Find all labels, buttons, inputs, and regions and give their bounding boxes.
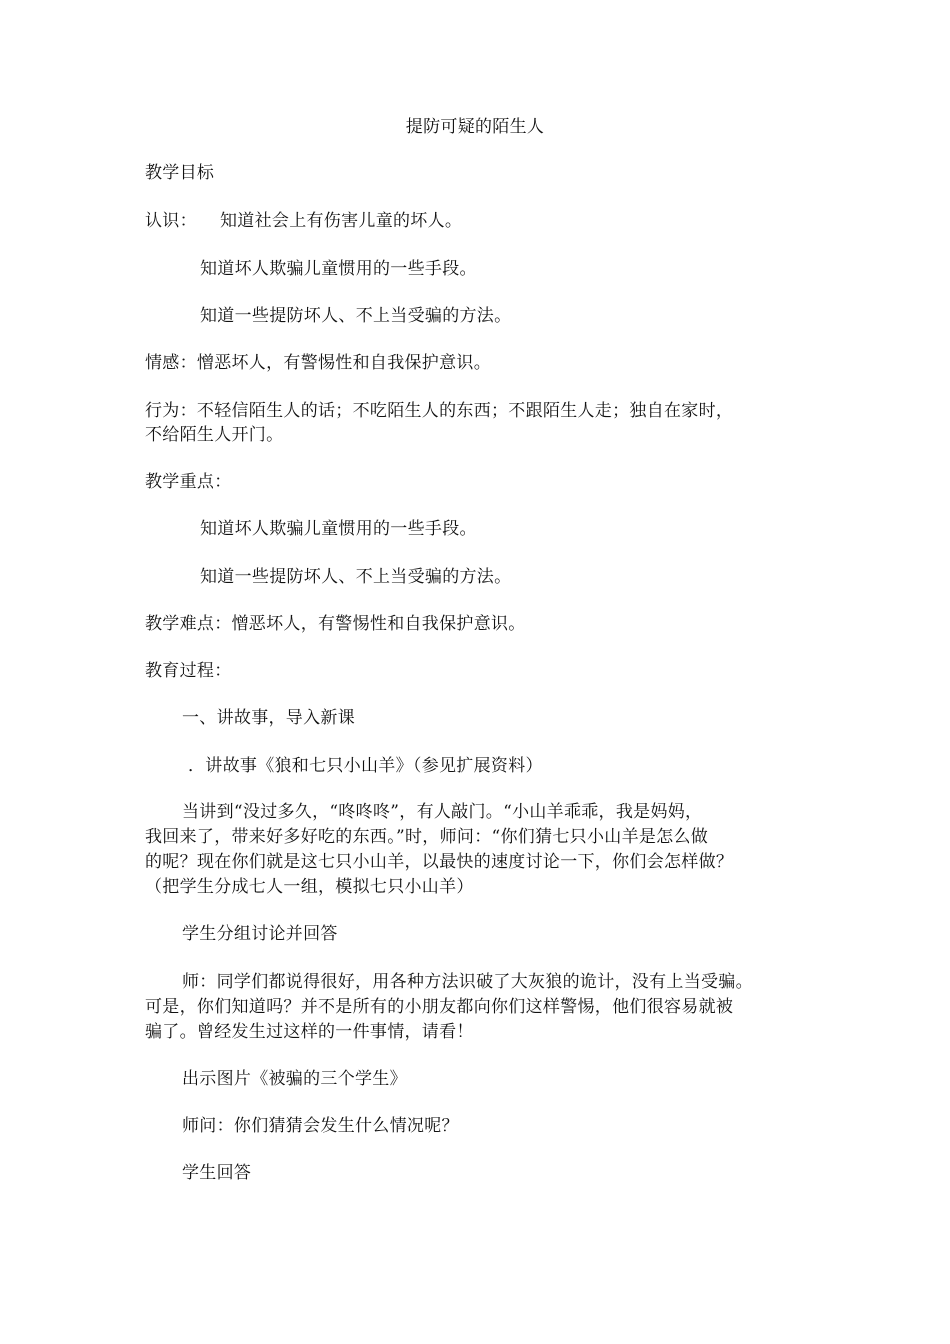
section-1-heading: 一、讲故事，导入新课 — [182, 708, 355, 728]
key-point-2: 知道一些提防坏人、不上当受骗的方法。 — [200, 567, 512, 587]
key-point-1: 知道坏人欺骗儿童惯用的一些手段。 — [200, 519, 477, 539]
paragraph-1-line-4: （把学生分成七人一组，模拟七只小山羊） — [145, 877, 474, 897]
student-answer-line: 学生回答 — [182, 1163, 252, 1183]
paragraph-2-line-2: 可是，你们知道吗？并不是所有的小朋友都向你们这样警惕，他们很容易就被 — [145, 997, 734, 1017]
objectives-heading: 教学目标 — [145, 163, 215, 183]
paragraph-1-line-1: 当讲到“没过多久，“咚咚咚”，有人敲门。“小山羊乖乖，我是妈妈， — [182, 802, 703, 822]
behavior-line-2: 不给陌生人开门。 — [145, 425, 284, 445]
cognition-item-2: 知道坏人欺骗儿童惯用的一些手段。 — [200, 259, 477, 279]
paragraph-2-line-3: 骗了。曾经发生过这样的一件事情，请看！ — [145, 1022, 474, 1042]
cognition-label: 认识： — [145, 211, 197, 231]
emotion-line: 情感：憎恶坏人，有警惕性和自我保护意识。 — [145, 353, 491, 373]
paragraph-1-line-3: 的呢？现在你们就是这七只小山羊，以最快的速度讨论一下，你们会怎样做？ — [145, 852, 734, 872]
key-points-heading: 教学重点： — [145, 472, 232, 492]
paragraph-1-line-2: 我回来了，带来好多好吃的东西。”时，师问：“你们猜七只小山羊是怎么做 — [145, 827, 709, 847]
paragraph-2-line-1: 师：同学们都说得很好，用各种方法识破了大灰狼的诡计，没有上当受骗。 — [182, 972, 753, 992]
show-picture-line: 出示图片《被骗的三个学生》 — [182, 1069, 407, 1089]
story-item: ．讲故事《狼和七只小山羊》（参见扩展资料） — [188, 756, 543, 776]
process-heading: 教育过程： — [145, 661, 232, 681]
group-discussion-line: 学生分组讨论并回答 — [182, 924, 338, 944]
cognition-item-3: 知道一些提防坏人、不上当受骗的方法。 — [200, 306, 512, 326]
document-title: 提防可疑的陌生人 — [405, 117, 545, 137]
behavior-line-1: 行为：不轻信陌生人的话；不吃陌生人的东西；不跟陌生人走；独自在家时， — [145, 401, 734, 421]
difficulty-line: 教学难点：憎恶坏人，有警惕性和自我保护意识。 — [145, 614, 526, 634]
cognition-item-1: 知道社会上有伤害儿童的坏人。 — [220, 211, 463, 231]
teacher-question-line: 师问：你们猜猜会发生什么情况呢？ — [182, 1116, 459, 1136]
